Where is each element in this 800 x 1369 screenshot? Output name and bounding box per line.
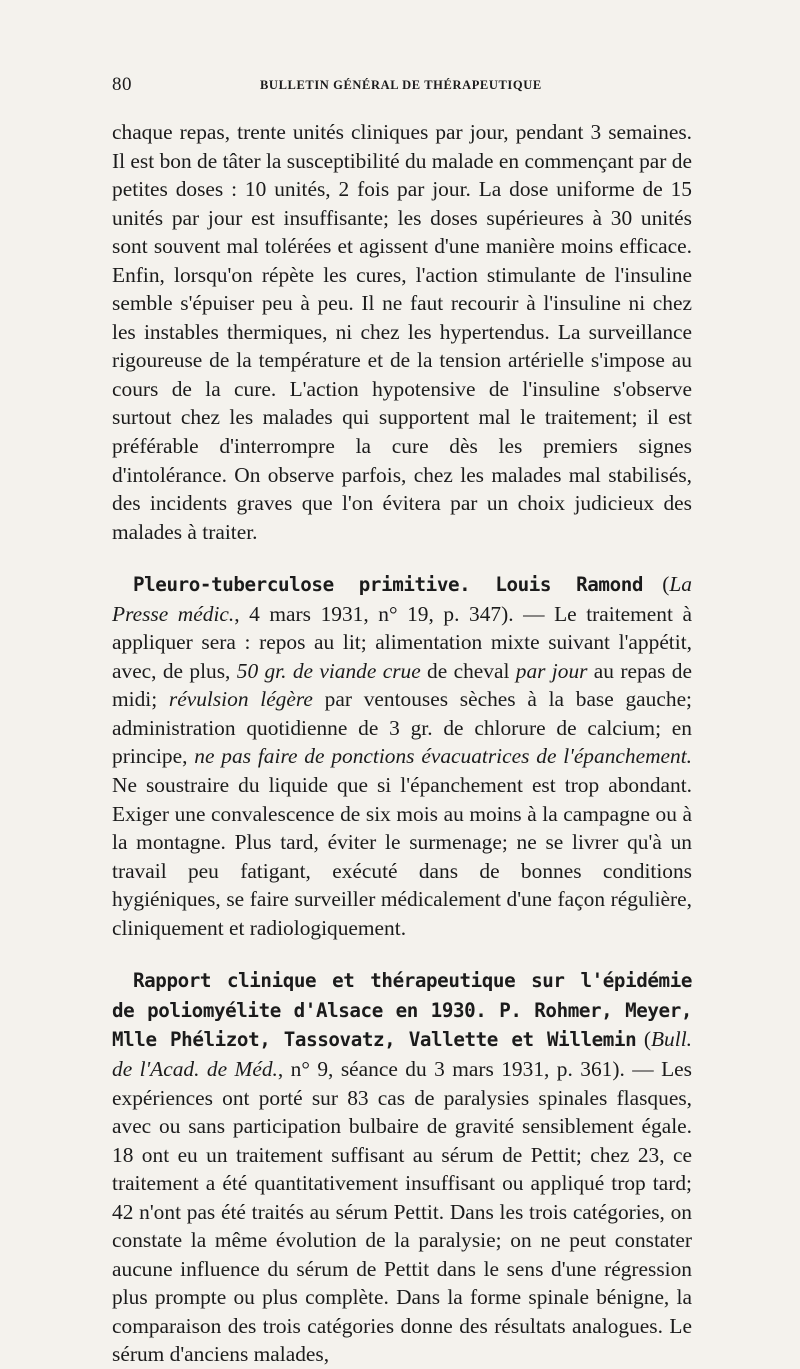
text-fragment: par ventouses sèches à la base gauche; administration quotidienne de 3 gr. de chlorure de calcium; en principe, [112, 687, 693, 769]
text-fragment: ( [636, 1027, 651, 1052]
reference-text: , 4 mars 1931, n° 19, p. 347). — Le traitement à appliquer sera : repos au lit; alimentation mixte suivant l'appétit, avec, de plus, [112, 601, 692, 683]
paragraph-text: chaque repas, trente unités cliniques par jour, pendant 3 semaines. Il est bon de tâter la susceptibilité du malade en commençant par de petites doses : 10 unités, 2 fois par jour. La dose uniforme de 15 unités par jour est insuffisante; les doses supérieures à 30 unités sont souvent mal tolérées et agissent d'une manière moins efficace. Enfin, lorsqu'on répète les cures, l'action stimulante de l'insuline semble s'épuiser peu à peu. Il ne faut recourir à l'insuline ni chez les instables thermiques, ni chez les hypertendus. La surveillance rigoureuse de la température et de la tension artérielle s'impose au cours de la cure. L'action hypotensive de l'insuline s'observe surtout chez les malades qui supportent mal le traitement; il est préférable d'interrompre la cure dès les premiers signes d'intolérance. On observe parfois, chez les malades mal stabilisés, des incidents graves que l'on évitera par un choix judicieux des malades à traiter. [112, 120, 692, 544]
reference-text: , n° 9, séance du 3 mars 1931, p. 361). — Les expériences ont porté sur 83 cas de paralysies spinales flasques, avec ou sans participation bulbaire de gravité sensiblement égale. 18 ont eu un traitement suffisant au sérum de Pettit; chez 23, ce traitement a été quantitativement insuffisant ou appliqué trop tard; 42 n'ont pas été traités au sérum Pettit. Dans les trois catégories, on constate la même évolution de la paralysie; on ne peut constater aucune influence du sérum de Pettit dans le sens d'une régression plus prompte ou plus complète. Dans la forme spinale bénigne, la comparaison des trois catégories donne des résultats analogues. Le sérum d'anciens malades, [112, 1056, 692, 1367]
article-title: Rapport clinique et thérapeutique sur l'épidémie de poliomyélite d'Alsace en 1930. P. Rohmer, Meyer, Mlle Phélizot, Tassovatz, Vallette et Willemin [112, 969, 692, 1052]
page-body [112, 118, 692, 1369]
page-header [112, 74, 694, 98]
journal-name: Bull. de l'Acad. de Méd. [112, 1027, 692, 1081]
text-fragment: ( [643, 572, 670, 597]
emphasis-text: par jour [515, 658, 588, 683]
paragraph-gap [112, 546, 692, 570]
article-title: Pleuro-tuberculose primitive. Louis Ramond [133, 573, 644, 597]
text-fragment: de cheval [420, 658, 516, 683]
text-fragment: Ne soustraire du liquide que si l'épanchement est trop abondant. Exiger une convalescence de six mois au moins à la campagne ou à la montagne. Plus tard, éviter le surmenage; ne se livrer qu'à un travail peu fatigant, exécuté dans de bonnes conditions hygiéniques, se faire surveiller médicalement d'une façon régulière, cliniquement et radiologiquement. [112, 773, 692, 940]
paragraph-insulin-cure [112, 118, 692, 546]
emphasis-text: révulsion légère [168, 687, 313, 712]
emphasis-text: 50 gr. de viande crue [236, 658, 421, 683]
paragraph-poliomyelite [112, 966, 692, 1369]
text-fragment: au repas de midi; [112, 658, 692, 712]
emphasis-text: ne pas faire de ponctions évacuatrices de l'épanchement. [194, 744, 693, 769]
page-number: 80 [112, 74, 132, 95]
paragraph-pleuro-tuberculose [112, 570, 692, 942]
journal-name: La Presse médic. [112, 572, 692, 626]
paragraph-gap [112, 942, 692, 966]
running-title: BULLETIN GÉNÉRAL DE THÉRAPEUTIQUE [260, 78, 542, 92]
